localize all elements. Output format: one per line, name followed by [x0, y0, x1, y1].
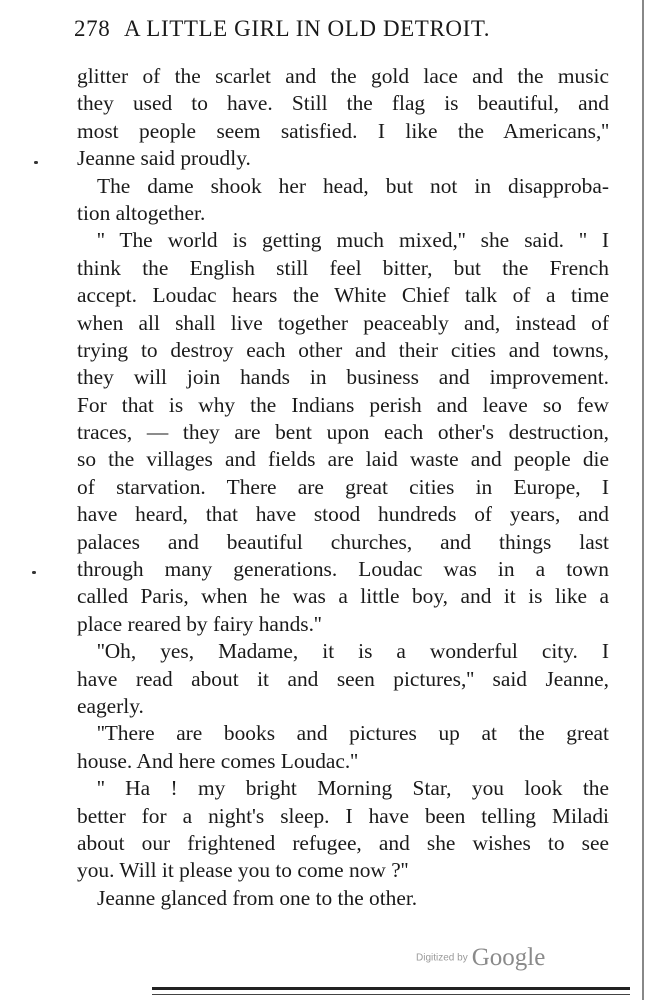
- page-number: 278: [74, 16, 111, 41]
- text-line: eagerly.: [77, 693, 144, 718]
- text-line: For that is why the Indians perish and leave so few: [77, 392, 609, 417]
- text-line: of starvation. There are great cities in Europe, I: [77, 474, 609, 499]
- bottom-rule-thin: [152, 994, 630, 995]
- digitized-watermark: [416, 944, 545, 974]
- text-line: Jeanne glanced from one to the other.: [97, 885, 418, 910]
- text-line: trying to destroy each other and their cities and towns,: [77, 337, 609, 362]
- text-line: better for a night's sleep. I have been telling Miladi: [77, 803, 609, 828]
- text-line: '' Ha ! my bright Morning Star, you look the: [97, 776, 609, 801]
- text-line: glitter of the scarlet and the gold lace and the music: [77, 64, 609, 88]
- body-text: [77, 63, 609, 912]
- text-line: about our frightened refugee, and she wishes to see: [77, 830, 609, 855]
- text-line: they will join hands in business and improvement.: [77, 365, 609, 390]
- text-line: you. Will it please you to come now ?'': [77, 858, 409, 883]
- text-line: through many generations. Loudac was in a town: [77, 557, 609, 582]
- text-line: most people seem satisfied. I like the Americans,'': [77, 118, 609, 143]
- bottom-rule: [152, 987, 630, 990]
- scan-speck: [32, 571, 36, 574]
- text-line: ''Oh, yes, Madame, it is a wonderful city. I: [97, 639, 609, 664]
- text-line: Jeanne said proudly.: [77, 146, 251, 171]
- text-line: accept. Loudac hears the White Chief talk of a time: [77, 283, 609, 308]
- text-line: tion altogether.: [77, 200, 206, 225]
- text-line: when all shall live together peaceably and, instead of: [77, 310, 609, 335]
- page-edge: [642, 0, 644, 1000]
- watermark-brand: Google: [471, 944, 546, 971]
- text-line: so the villages and fields are laid waste and people die: [77, 447, 609, 472]
- text-line: palaces and beautiful churches, and things last: [77, 529, 609, 554]
- text-line: place reared by fairy hands.'': [77, 611, 322, 636]
- text-line: The dame shook her head, but not in disapproba-: [97, 173, 609, 198]
- text-line: think the English still feel bitter, but the French: [77, 255, 609, 280]
- text-line: have heard, that have stood hundreds of years, and: [77, 502, 609, 527]
- text-line: ''There are books and pictures up at the great: [97, 721, 609, 746]
- text-line: house. And here comes Loudac.'': [77, 748, 358, 773]
- scan-speck: [34, 161, 38, 164]
- page-header: [74, 16, 630, 50]
- text-line: they used to have. Still the flag is beautiful, and: [77, 91, 609, 116]
- text-line: called Paris, when he was a little boy, and it is like a: [77, 584, 609, 609]
- running-title: A LITTLE GIRL IN OLD DETROIT.: [124, 16, 491, 41]
- text-line: '' The world is getting much mixed,'' she said. '' I: [97, 228, 609, 253]
- text-line: have read about it and seen pictures,'' said Jeanne,: [77, 666, 609, 691]
- text-line: traces, — they are bent upon each other's destruction,: [77, 420, 609, 445]
- watermark-prefix: Digitized by: [416, 952, 468, 964]
